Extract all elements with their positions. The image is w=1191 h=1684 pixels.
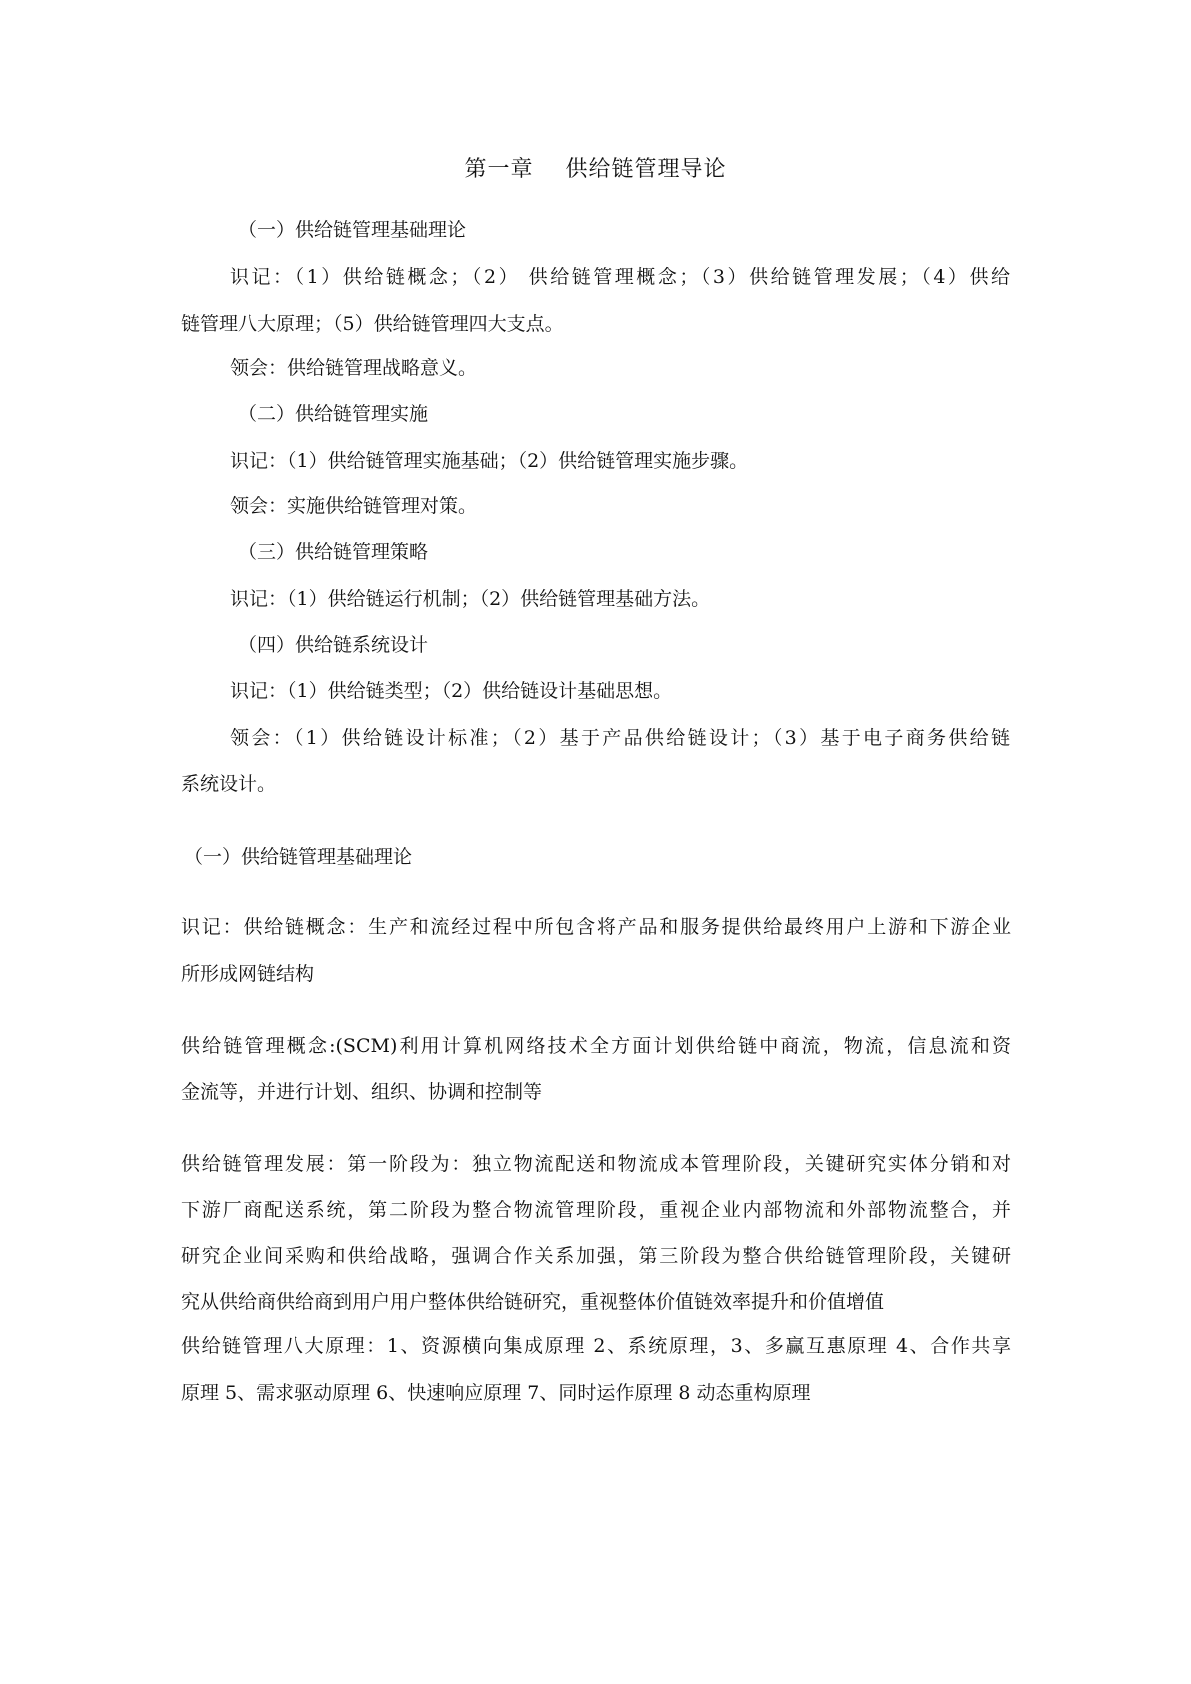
scm-concept-line-2: 金流等，并进行计划、组织、协调和控制等 [181, 1081, 543, 1103]
scm-concept-line-1: 供给链管理概念:(SCM)利用计算机网络技术全方面计划供给链中商流，物流，信息流和资 [181, 1035, 1011, 1057]
outline-section-2-recall: 识记：（1）供给链管理实施基础；（2）供给链管理实施步骤。 [230, 450, 749, 472]
scm-development-line-4: 究从供给商供给商到用户用户整体供给链研究，重视整体价值链效率提升和价值增值 [181, 1291, 885, 1313]
supply-chain-concept-line-2: 所形成网链结构 [181, 963, 315, 985]
scm-development-line-3: 研究企业间采购和供给战略，强调合作关系加强，第三阶段为整合供给链管理阶段，关键研 [181, 1245, 1011, 1267]
scm-principles-line-1: 供给链管理八大原理：1、资源横向集成原理 2、系统原理，3、多赢互惠原理 4、合作共享 [181, 1335, 1011, 1357]
outline-section-3-heading: （三）供给链管理策略 [238, 541, 429, 563]
scm-development-line-2: 下游厂商配送系统，第二阶段为整合物流管理阶段，重视企业内部物流和外部物流整合，并 [181, 1199, 1011, 1221]
outline-section-2-heading: （二）供给链管理实施 [238, 403, 429, 425]
scm-principles-line-2: 原理 5、需求驱动原理 6、快速响应原理 7、同时运作原理 8 动态重构原理 [181, 1382, 811, 1404]
outline-section-1-recall-line-1: 识记：（1）供给链概念；（2） 供给链管理概念；（3）供给链管理发展；（4）供给 [230, 266, 1010, 288]
outline-section-3-recall: 识记：（1）供给链运行机制；（2）供给链管理基础方法。 [230, 588, 711, 610]
outline-section-2-understand: 领会：实施供给链管理对策。 [230, 495, 478, 517]
outline-section-4-understand-line-2: 系统设计。 [181, 773, 277, 795]
body-section-heading: （一）供给链管理基础理论 [184, 846, 413, 868]
outline-section-1-recall-line-2: 链管理八大原理；（5）供给链管理四大支点。 [181, 313, 564, 335]
supply-chain-concept-line-1: 识记：供给链概念：生产和流经过程中所包含将产品和服务提供给最终用户上游和下游企业 [181, 916, 1011, 938]
chapter-title: 第一章 供给链管理导论 [464, 157, 727, 182]
outline-section-4-understand-line-1: 领会：（1）供给链设计标准；（2）基于产品供给链设计；（3）基于电子商务供给链 [230, 727, 1010, 749]
outline-section-1-heading: （一）供给链管理基础理论 [238, 219, 467, 241]
outline-section-1-understand: 领会：供给链管理战略意义。 [230, 357, 478, 379]
outline-section-4-heading: （四）供给链系统设计 [238, 634, 429, 656]
outline-section-4-recall: 识记：（1）供给链类型；（2）供给链设计基础思想。 [230, 680, 673, 702]
scm-development-line-1: 供给链管理发展：第一阶段为：独立物流配送和物流成本管理阶段，关键研究实体分销和对 [181, 1153, 1011, 1175]
